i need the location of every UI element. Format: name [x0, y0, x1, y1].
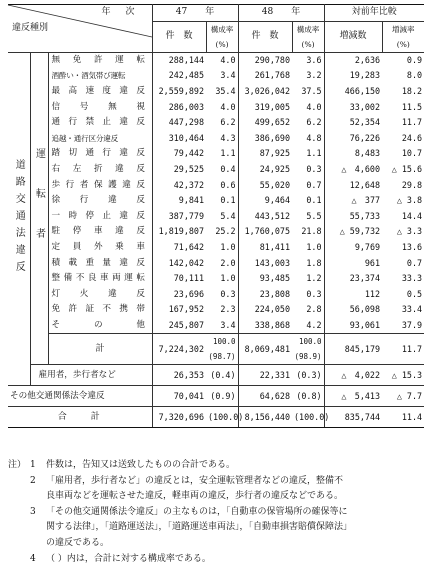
table-row: [8, 209, 424, 225]
year-label: 年 次: [101, 7, 138, 17]
total-change-rate: 11.4: [382, 407, 424, 428]
ratio-48-cell: 0.3: [292, 162, 324, 178]
subtotal-change-count: 845,179: [324, 334, 382, 365]
subtotal-ratio-48-b: (98.9): [294, 352, 322, 362]
ratio-47-cell: 1.1: [206, 146, 238, 162]
ratio-48-cell: 21.8: [292, 224, 324, 240]
change-count-cell: 112: [364, 288, 381, 299]
note-1-text: 件数は，告知又は送致したものの合計である。: [46, 460, 236, 470]
subtotal-ratio-47-b: (98.7): [208, 352, 236, 362]
note-3-num: 3: [30, 506, 36, 517]
count-48-header: 件 数: [238, 21, 292, 52]
other-ratio-48: (0.8): [292, 386, 324, 407]
count-47-cell: 1,819,807: [158, 226, 204, 237]
ratio-47-cell: 4.3: [206, 131, 238, 147]
ratio-48-cell: 0.7: [292, 177, 324, 193]
violation-label: 駐停車違反: [48, 224, 152, 240]
change-count-header: 増減数: [324, 21, 382, 52]
ratio-48-cell: 4.0: [292, 99, 324, 115]
change-count-cell: 55,733: [349, 210, 381, 221]
count-48-cell: 261,768: [254, 70, 291, 81]
count-48-cell: 224,050: [254, 304, 291, 315]
violation-label: 整備不良車両運転: [48, 271, 152, 287]
count-48-cell: 499,652: [254, 117, 291, 128]
subtotal-label: 計: [48, 334, 152, 365]
ratio-47-cell: 3.4: [206, 318, 238, 334]
count-47-cell: 387,779: [168, 210, 204, 221]
count-47-cell: 9,841: [178, 195, 204, 206]
table-row: [8, 255, 424, 271]
change-rate-cell: 0.7: [406, 257, 423, 268]
ratio-48-cell: 4.8: [292, 131, 324, 147]
count-48-cell: 290,780: [238, 52, 292, 68]
total-count-47: 7,320,696: [152, 407, 206, 428]
note-3-text-a: 「その他交通関係法令違反」の主なものは，「自動車の保管場所の確保等に: [46, 506, 348, 517]
count-47-cell: 288,144: [152, 52, 206, 68]
note-3: [8, 505, 422, 521]
table-row: [8, 84, 424, 100]
change-rate-header: [382, 21, 424, 52]
change-rate-label: 増減率: [392, 24, 415, 34]
table-row: [8, 68, 424, 84]
ratio-48-header: [292, 21, 324, 52]
other-count-48: 64,628: [238, 386, 292, 407]
notes-head: 注）: [8, 460, 27, 470]
table-row: [8, 99, 424, 115]
employer-row: [8, 365, 424, 386]
count-48-cell: 319,005: [254, 101, 291, 112]
ratio-47-cell: 4.0: [206, 99, 238, 115]
change-count-cell: 19,283: [349, 70, 381, 81]
count-47-cell: 142,042: [168, 257, 204, 268]
change-rate-cell: 37.9: [401, 319, 423, 330]
count-48-cell: 9,464: [264, 195, 291, 206]
ratio-48-label: 構成率: [296, 24, 320, 34]
ratio-48-cell: 3.2: [292, 68, 324, 84]
change-count-cell: △ 4,600: [341, 164, 381, 175]
ratio-48-cell: 5.5: [292, 209, 324, 225]
table-row: [8, 287, 424, 303]
subtotal-ratio-47: [206, 334, 238, 365]
count-48-cell: 1,760,075: [244, 226, 291, 237]
count-47-cell: 310,464: [168, 132, 204, 143]
count-47-cell: 23,696: [173, 288, 204, 299]
ratio-47-cell: 25.2: [206, 224, 238, 240]
count-48-cell: 81,411: [259, 242, 291, 253]
subtotal-ratio-48-a: 100.0: [298, 337, 322, 347]
violation-label: 酒酔い・酒気帯び運転: [48, 68, 152, 84]
count-48-cell: 23,808: [259, 288, 291, 299]
count-48-cell: 443,512: [254, 210, 291, 221]
comparison-header: 対前年比較: [324, 5, 424, 22]
table-row: [8, 146, 424, 162]
subtotal-row: [8, 334, 424, 365]
change-count-cell: 8,483: [354, 148, 381, 159]
ratio-47-cell: 2.0: [206, 255, 238, 271]
ratio-48-cell: 1.2: [292, 271, 324, 287]
note-2-num: 2: [30, 475, 36, 486]
note-2-text-a: 「雇用者，歩行者など」の違反とは，安全運転管理者などの違反，整備不: [46, 475, 344, 486]
employer-count-48: 22,331: [238, 365, 292, 386]
table-row: [8, 302, 424, 318]
other-count-47: 70,041: [152, 386, 206, 407]
change-rate-cell: 0.9: [382, 52, 424, 68]
violation-label: 最高速度違反: [48, 84, 152, 100]
table-row: [8, 193, 424, 209]
other-change-rate: △ 7.7: [382, 386, 424, 407]
count-47-cell: 447,298: [168, 117, 204, 128]
ratio-47-cell: 0.3: [206, 287, 238, 303]
table-row: [8, 162, 424, 178]
change-rate-cell: △ 15.6: [391, 164, 423, 175]
note-3-text-c: の違反である。: [46, 537, 110, 548]
year-47-header: 47 年: [152, 5, 238, 22]
table-row: [8, 115, 424, 131]
count-47-cell: 79,442: [173, 148, 204, 159]
change-rate-cell: 29.8: [401, 179, 423, 190]
violation-label: 積載重量違反: [48, 255, 152, 271]
ratio-48-cell: 3.6: [292, 52, 324, 68]
ratio-47-header: [206, 21, 238, 52]
note-4-text: （ ）内は，合計に対する構成率である。: [46, 553, 211, 564]
violation-label: 歩行者保護違反: [48, 177, 152, 193]
violation-label: 徐行違反: [48, 193, 152, 209]
header-corner: [8, 5, 152, 53]
violations-table: [8, 4, 424, 428]
note-4: [8, 552, 422, 568]
change-rate-cell: 33.3: [401, 273, 423, 284]
ratio-47-cell: 1.0: [206, 271, 238, 287]
year-48-header: 48 年: [238, 5, 324, 22]
count-47-cell: 167,952: [168, 304, 204, 315]
ratio-47-cell: 3.4: [206, 68, 238, 84]
violation-label: 通行禁止違反: [48, 115, 152, 131]
notes: [8, 458, 422, 567]
count-47-cell: 2,559,892: [158, 86, 204, 97]
change-rate-cell: 0.5: [406, 288, 423, 299]
ratio-48-cell: 1.1: [292, 146, 324, 162]
total-count-48: 8,156,440: [238, 407, 292, 428]
total-row: [8, 407, 424, 428]
change-rate-cell: 24.6: [401, 132, 423, 143]
note-3-text-b: 関する法律」，「道路運送法」，「道路運送車両法」，「自動車損害賠償保障法」: [46, 522, 353, 533]
table-row: [8, 177, 424, 193]
count-47-header: 件 数: [152, 21, 206, 52]
change-count-cell: 93,061: [349, 319, 381, 330]
ratio-47-cell: 35.4: [206, 84, 238, 100]
change-rate-cell: △ 3.3: [396, 226, 423, 237]
employer-label: 雇用者，歩行者など: [30, 365, 152, 386]
change-count-cell: △ 59,732: [339, 226, 381, 237]
change-count-cell: 23,374: [349, 273, 381, 284]
change-count-cell: △ 377: [351, 195, 381, 206]
note-1: [8, 458, 422, 474]
subtotal-count-47: 7,224,302: [152, 334, 206, 365]
ratio-48-cell: 6.2: [292, 115, 324, 131]
other-laws-row: [8, 386, 424, 407]
change-count-cell: 961: [364, 257, 381, 268]
change-rate-cell: 18.2: [401, 86, 423, 97]
change-count-cell: 33,002: [349, 101, 381, 112]
count-48-cell: 143,003: [254, 257, 291, 268]
change-rate-cell: 13.6: [401, 242, 423, 253]
ratio-48-cell: 0.3: [292, 287, 324, 303]
ratio-48-cell: 37.5: [292, 84, 324, 100]
violation-label: 踏切通行違反: [48, 146, 152, 162]
violation-label: 灯火違反: [48, 287, 152, 303]
change-count-cell: 466,150: [344, 86, 381, 97]
ratio-48-cell: 1.8: [292, 255, 324, 271]
change-rate-cell: 10.7: [401, 148, 423, 159]
road-traffic-law-group: 道路交通法違反: [8, 52, 30, 386]
ratio-47-cell: 0.1: [206, 193, 238, 209]
violation-label: 定員外乗車: [48, 240, 152, 256]
count-47-cell: 286,003: [168, 101, 204, 112]
other-change-count: △ 5,413: [324, 386, 382, 407]
count-48-cell: 3,026,042: [244, 86, 291, 97]
violation-label: 右左折違反: [48, 162, 152, 178]
other-laws-label: その他交通関係法令違反: [8, 386, 152, 407]
employer-change-count: △ 4,022: [324, 365, 382, 386]
count-48-cell: 24,925: [259, 164, 291, 175]
driver-group: 運転者: [30, 52, 48, 365]
change-rate-pct: (%): [396, 39, 410, 49]
count-47-cell: 29,525: [173, 164, 204, 175]
note-2-text-b: 良車両などを運転させた違反，軽車両の違反，歩行者の違反などである。: [46, 491, 344, 502]
change-rate-cell: 11.5: [401, 101, 423, 112]
count-48-cell: 93,485: [259, 273, 291, 284]
total-change-count: 835,744: [324, 407, 382, 428]
table-row: [8, 52, 424, 68]
subtotal-ratio-47-a: 100.0: [212, 337, 236, 347]
ratio-48-cell: 1.0: [292, 240, 324, 256]
change-rate-cell: △ 3.8: [396, 195, 423, 206]
table-row: [8, 224, 424, 240]
count-47-cell: 245,807: [168, 319, 204, 330]
violation-label: 信号無視: [48, 99, 152, 115]
count-47-cell: 42,372: [173, 179, 204, 190]
count-47-cell: 242,485: [168, 70, 204, 81]
count-48-cell: 386,690: [254, 132, 291, 143]
count-47-cell: 70,111: [173, 273, 204, 284]
change-rate-cell: 14.4: [401, 210, 423, 221]
total-ratio-47: (100.0): [206, 407, 238, 428]
subtotal-count-48: 8,069,481: [238, 334, 292, 365]
count-48-cell: 87,925: [259, 148, 291, 159]
ratio-47-cell: 0.4: [206, 162, 238, 178]
count-47-cell: 71,642: [173, 242, 204, 253]
note-1-num: 1: [30, 460, 36, 470]
ratio-47-pct: (%): [215, 39, 229, 49]
table-row: [8, 240, 424, 256]
change-count-cell: 52,354: [349, 117, 381, 128]
ratio-48-cell: 4.2: [292, 318, 324, 334]
ratio-47-cell: 4.0: [206, 52, 238, 68]
total-label: 合 計: [8, 407, 152, 428]
note-4-num: 4: [30, 553, 36, 564]
other-ratio-47: (0.9): [206, 386, 238, 407]
violation-label: 無免許運転: [48, 52, 152, 68]
ratio-48-cell: 2.8: [292, 302, 324, 318]
ratio-47-cell: 0.6: [206, 177, 238, 193]
change-count-cell: 12,648: [349, 179, 381, 190]
subtotal-change-rate: 11.7: [382, 334, 424, 365]
change-count-cell: 56,098: [349, 304, 381, 315]
ratio-47-cell: 1.0: [206, 240, 238, 256]
ratio-47-cell: 2.3: [206, 302, 238, 318]
change-rate-cell: 33.4: [401, 304, 423, 315]
violation-label: 違反種別: [12, 23, 49, 33]
table-row: [8, 131, 424, 147]
count-48-cell: 338,868: [254, 319, 291, 330]
employer-change-rate: △ 15.3: [382, 365, 424, 386]
employer-count-47: 26,353: [152, 365, 206, 386]
violation-label: その他: [48, 318, 152, 334]
ratio-48-cell: 0.1: [292, 193, 324, 209]
table-row: [8, 318, 424, 334]
total-ratio-48: (100.0): [292, 407, 324, 428]
table-row: [8, 271, 424, 287]
change-count-cell: 76,226: [349, 132, 381, 143]
employer-ratio-47: (0.4): [206, 365, 238, 386]
ratio-47-label: 構成率: [210, 24, 234, 34]
employer-ratio-48: (0.3): [292, 365, 324, 386]
change-rate-cell: 11.7: [401, 117, 423, 128]
violation-label: 追越・通行区分違反: [48, 131, 152, 147]
subtotal-ratio-48: [292, 334, 324, 365]
violation-label: 免許証不携帯: [48, 302, 152, 318]
note-2: [8, 474, 422, 490]
count-48-cell: 55,020: [259, 179, 291, 190]
ratio-48-pct: (%): [301, 39, 315, 49]
ratio-47-cell: 6.2: [206, 115, 238, 131]
violation-label: 一時停止違反: [48, 209, 152, 225]
change-count-cell: 9,769: [354, 242, 381, 253]
change-rate-cell: 8.0: [406, 70, 423, 81]
change-count-cell: 2,636: [324, 52, 382, 68]
ratio-47-cell: 5.4: [206, 209, 238, 225]
